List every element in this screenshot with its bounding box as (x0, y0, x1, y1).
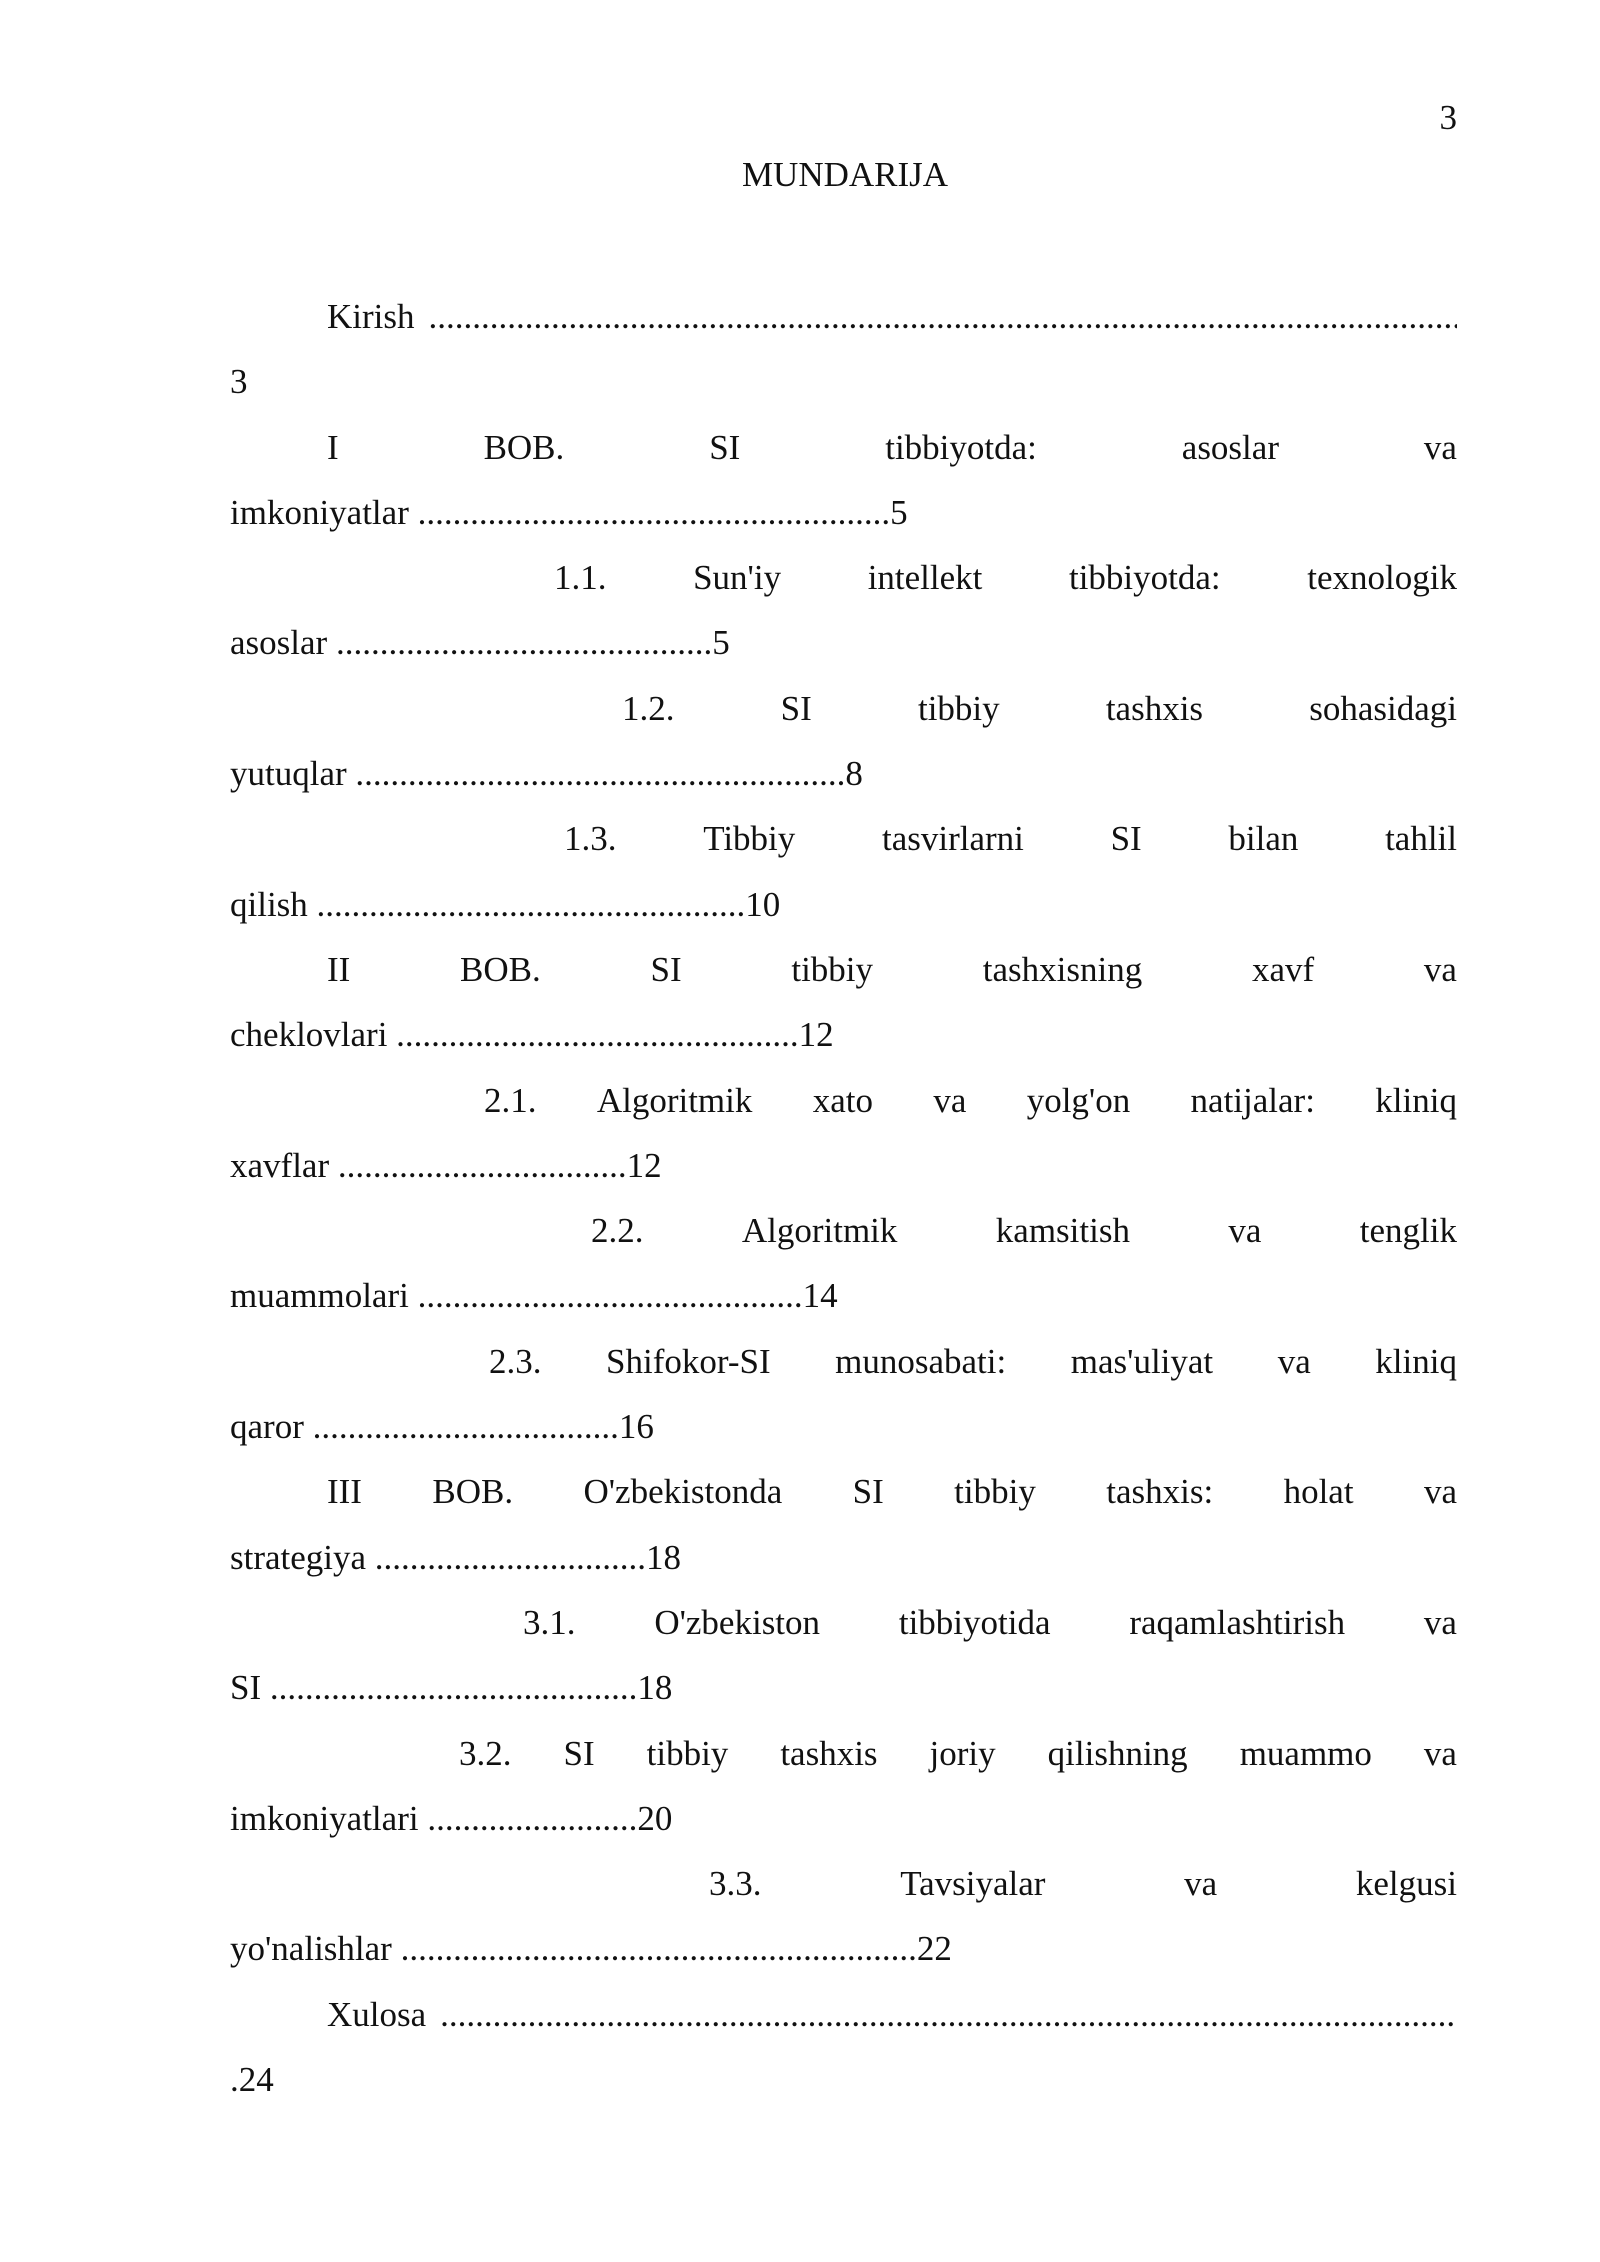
toc-entry-word: 1.1. (554, 558, 607, 598)
table-of-contents (230, 284, 1457, 2112)
toc-entry-word: SI (852, 1472, 884, 1512)
toc-entry-word: 2.3. (489, 1341, 542, 1381)
toc-entry-first-line (230, 284, 1457, 349)
toc-entry-first-line (230, 1982, 1457, 2047)
toc-entry-first-line (230, 1851, 1457, 1916)
toc-entry-continuation: yo'nalishlar ...........................................................22 (230, 1929, 952, 1969)
toc-entry-section-1-2[interactable] (230, 676, 1457, 807)
toc-entry-word: tashxis (1105, 688, 1204, 728)
toc-entry-continuation: strategiya ...............................18 (230, 1537, 682, 1577)
toc-entry-word: tibbiy (917, 688, 1000, 728)
toc-entry-word: tibbiy (646, 1733, 729, 1773)
toc-entry-word: va (1184, 1864, 1218, 1904)
toc-entry-word: kliniq (1375, 1341, 1457, 1381)
toc-entry-bob-3[interactable] (230, 1459, 1457, 1590)
toc-entry-word: munosabati: (835, 1341, 1007, 1381)
toc-entry-word: 2.2. (591, 1211, 644, 1251)
toc-entry-word: Shifokor-SI (606, 1341, 771, 1381)
toc-entry-word: Sun'iy (693, 558, 782, 598)
toc-entry-word: kliniq (1375, 1080, 1457, 1120)
toc-entry-continuation: imkoniyatlar ......................................................5 (230, 492, 908, 532)
toc-entry-section-1-1[interactable] (230, 545, 1457, 676)
toc-entry-first-line (230, 1068, 1457, 1133)
dot-leader (440, 1982, 1457, 2047)
toc-entry-first-line (230, 415, 1457, 480)
toc-entry-word: va (1423, 427, 1457, 467)
toc-entry-word: va (1423, 1733, 1457, 1773)
toc-entry-word: asoslar (1181, 427, 1279, 467)
toc-entry-continuation: xavflar .................................12 (230, 1145, 662, 1185)
toc-entry-word: va (1423, 1472, 1457, 1512)
toc-entry-word: O'zbekistonda (583, 1472, 783, 1512)
toc-entry-section-3-3[interactable] (230, 1851, 1457, 1982)
toc-entry-word: va (933, 1080, 967, 1120)
toc-entry-continuation: SI ..........................................18 (230, 1668, 673, 1708)
toc-entry-word: BOB. (460, 949, 541, 989)
toc-entry-word: intellekt (867, 558, 983, 598)
toc-entry-word: Tibbiy (703, 819, 796, 859)
toc-entry-continuation: yutuqlar ........................................................8 (230, 754, 863, 794)
toc-entry-word: va (1228, 1211, 1262, 1251)
toc-entry-word: III (327, 1472, 362, 1512)
toc-entry-word: kamsitish (995, 1211, 1130, 1251)
toc-entry-word: tashxisning (982, 949, 1143, 989)
toc-entry-word: tibbiy (791, 949, 874, 989)
toc-entry-word: xato (812, 1080, 873, 1120)
toc-entry-word: raqamlashtirish (1129, 1602, 1346, 1642)
toc-entry-word: 3.1. (523, 1602, 576, 1642)
toc-entry-label: Kirish (327, 297, 415, 336)
toc-entry-word: texnologik (1307, 558, 1457, 598)
toc-entry-word: SI (650, 949, 682, 989)
toc-entry-xulosa[interactable] (230, 1982, 1457, 2113)
toc-entry-word: yolg'on (1026, 1080, 1131, 1120)
toc-entry-section-2-2[interactable] (230, 1198, 1457, 1329)
toc-entry-word: tibbiy (954, 1472, 1036, 1512)
toc-entry-continuation: qaror ...................................16 (230, 1407, 654, 1447)
toc-entry-word: 1.2. (622, 688, 675, 728)
toc-entry-continuation: imkoniyatlari ........................20 (230, 1798, 673, 1838)
toc-entry-word: SI (709, 427, 741, 467)
toc-entry-word: BOB. (483, 427, 565, 467)
toc-entry-section-2-3[interactable] (230, 1329, 1457, 1460)
toc-entry-word: II (327, 949, 351, 989)
toc-entry-first-line (230, 1459, 1457, 1524)
toc-entry-continuation: cheklovlari ..............................................12 (230, 1015, 834, 1055)
toc-entry-first-line (230, 806, 1457, 871)
toc-entry-word: holat (1283, 1472, 1354, 1512)
toc-entry-first-line (230, 545, 1457, 610)
toc-entry-word: bilan (1228, 819, 1299, 859)
toc-entry-word: tibbiyotda: (1068, 558, 1221, 598)
toc-entry-word: 3.2. (459, 1733, 512, 1773)
toc-entry-word: tashxis: (1106, 1472, 1214, 1512)
toc-entry-word: BOB. (432, 1472, 514, 1512)
toc-entry-first-line (230, 1721, 1457, 1786)
toc-entry-word: SI (780, 688, 812, 728)
toc-entry-word: tibbiyotida (898, 1602, 1051, 1642)
toc-entry-word: kelgusi (1355, 1864, 1457, 1904)
toc-entry-word: tenglik (1359, 1211, 1457, 1251)
toc-entry-word: Algoritmik (596, 1080, 753, 1120)
toc-entry-continuation: .24 (230, 2060, 274, 2100)
toc-entry-word: va (1277, 1341, 1311, 1381)
toc-entry-word: SI (563, 1733, 595, 1773)
toc-entry-word: va (1423, 949, 1457, 989)
toc-entry-first-line (230, 676, 1457, 741)
toc-entry-word: SI (1110, 819, 1142, 859)
toc-entry-word: mas'uliyat (1070, 1341, 1214, 1381)
toc-entry-word: 3.3. (709, 1864, 762, 1904)
toc-entry-word: 1.3. (564, 819, 617, 859)
toc-entry-continuation: muammolari ............................................14 (230, 1276, 838, 1316)
toc-entry-word: tasvirlarni (881, 819, 1024, 859)
toc-entry-word: O'zbekiston (654, 1602, 821, 1642)
dot-leader (429, 284, 1458, 349)
toc-entry-section-3-2[interactable] (230, 1721, 1457, 1852)
toc-entry-continuation: asoslar ...........................................5 (230, 623, 730, 663)
toc-entry-section-3-1[interactable] (230, 1590, 1457, 1721)
page-title: MUNDARIJA (741, 155, 949, 194)
toc-entry-continuation: 3 (230, 362, 248, 402)
toc-entry-first-line (230, 1329, 1457, 1394)
toc-entry-word: I (327, 427, 339, 467)
toc-entry-word: natijalar: (1190, 1080, 1315, 1120)
toc-entry-word: joriy (929, 1733, 996, 1773)
toc-entry-word: tibbiyotda: (885, 427, 1037, 467)
toc-entry-section-2-1[interactable] (230, 1068, 1457, 1199)
toc-entry-continuation: qilish .................................................10 (230, 884, 781, 924)
toc-entry-word: Algoritmik (741, 1211, 898, 1251)
toc-entry-first-line (230, 1590, 1457, 1655)
toc-entry-word: sohasidagi (1309, 688, 1457, 728)
toc-entry-word: 2.1. (484, 1080, 537, 1120)
toc-entry-kirish[interactable] (230, 284, 1457, 415)
toc-entry-word: Tavsiyalar (900, 1864, 1046, 1904)
toc-entry-bob-2[interactable] (230, 937, 1457, 1068)
toc-entry-label: Xulosa (327, 1994, 427, 2034)
toc-entry-word: qilishning (1047, 1733, 1188, 1773)
toc-entry-first-line (230, 937, 1457, 1002)
toc-entry-first-line (230, 1198, 1457, 1263)
toc-entry-word: xavf (1251, 949, 1315, 989)
toc-entry-word: tahlil (1385, 819, 1457, 859)
toc-entry-bob-1[interactable] (230, 415, 1457, 546)
toc-entry-word: muammo (1239, 1733, 1372, 1773)
toc-entry-word: va (1423, 1602, 1457, 1642)
toc-entry-section-1-3[interactable] (230, 806, 1457, 937)
page-number: 3 (1439, 98, 1457, 137)
toc-entry-word: tashxis (780, 1733, 878, 1773)
